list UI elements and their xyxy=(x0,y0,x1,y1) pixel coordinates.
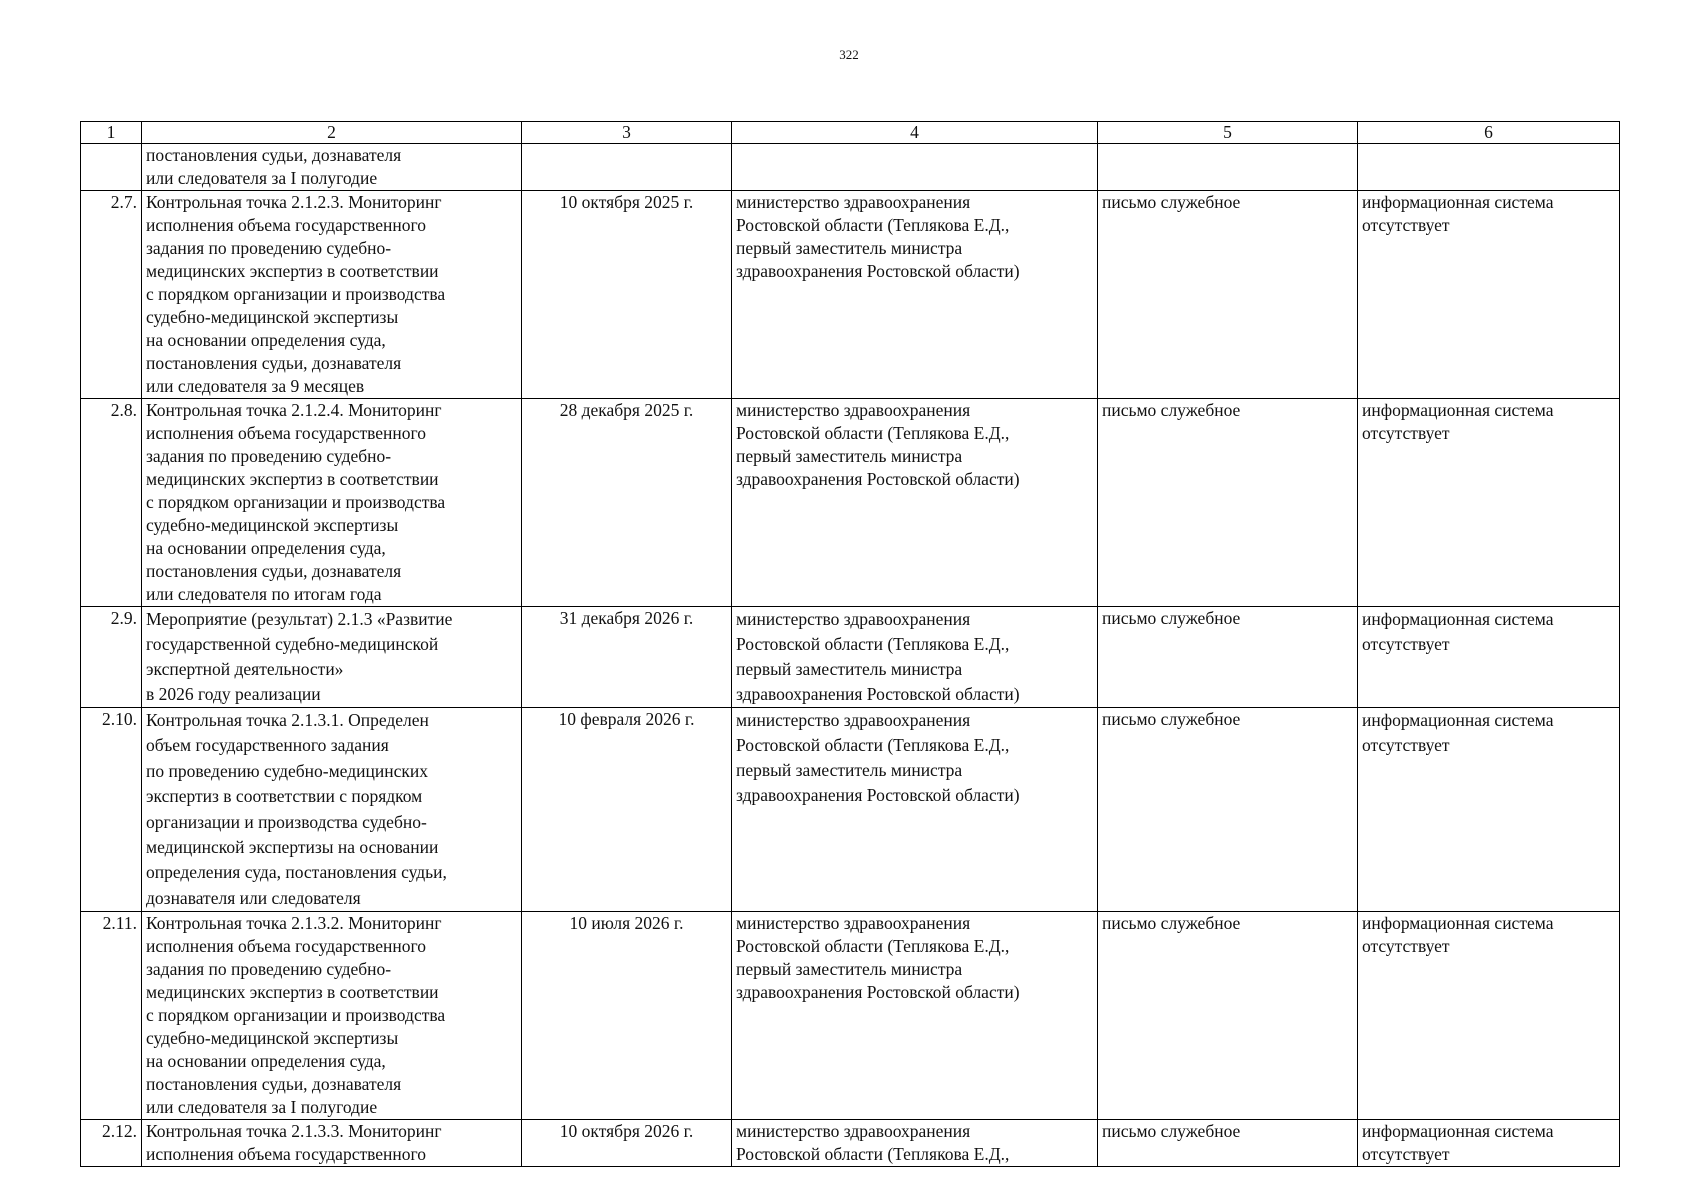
info-system-cell xyxy=(1358,144,1620,191)
document-type-cell: письмо служебное xyxy=(1098,1120,1358,1167)
event-name-cell: Контрольная точка 2.1.3.1. Определен объем государственного задания по проведению судебно-медицинских экспертиз в соответствии с порядком организации и производства судебно- медицинской экспертизы на основании определения суда, постановления судьи, дознавателя или следователя xyxy=(142,708,522,912)
document-type-cell: письмо служебное xyxy=(1098,191,1358,399)
column-header: 5 xyxy=(1098,122,1358,144)
table-row xyxy=(81,607,1620,708)
row-number-cell: 2.11. xyxy=(81,912,142,1120)
event-name-cell: Контрольная точка 2.1.3.2. Мониторинг исполнения объема государственного задания по проведению судебно- медицинских экспертиз в соответствии с порядком организации и производства судебно-медицинской экспертизы на основании определения суда, постановления судьи, дознавателя или следователя за I полугодие xyxy=(142,912,522,1120)
document-type-cell: письмо служебное xyxy=(1098,708,1358,912)
row-number-cell: 2.12. xyxy=(81,1120,142,1167)
deadline-cell: 31 декабря 2026 г. xyxy=(522,607,732,708)
table-row xyxy=(81,191,1620,399)
responsible-cell: министерство здравоохранения Ростовской области (Теплякова Е.Д., xyxy=(732,1120,1098,1167)
table-row xyxy=(81,708,1620,912)
table-row xyxy=(81,399,1620,607)
deadline-cell: 10 февраля 2026 г. xyxy=(522,708,732,912)
event-name-cell: Мероприятие (результат) 2.1.3 «Развитие государственной судебно-медицинской экспертной деятельности» в 2026 году реализации xyxy=(142,607,522,708)
info-system-cell: информационная система отсутствует xyxy=(1358,1120,1620,1167)
row-number-cell: 2.9. xyxy=(81,607,142,708)
table-row xyxy=(81,1120,1620,1167)
deadline-cell: 10 июля 2026 г. xyxy=(522,912,732,1120)
event-name-cell: постановления судьи, дознавателя или следователя за I полугодие xyxy=(142,144,522,191)
deadline-cell xyxy=(522,144,732,191)
table-row xyxy=(81,144,1620,191)
document-type-cell: письмо служебное xyxy=(1098,607,1358,708)
table-header-row xyxy=(81,122,1620,144)
deadline-cell: 10 октября 2025 г. xyxy=(522,191,732,399)
deadline-cell: 10 октября 2026 г. xyxy=(522,1120,732,1167)
info-system-cell: информационная система отсутствует xyxy=(1358,912,1620,1120)
document-type-cell xyxy=(1098,144,1358,191)
deadline-cell: 28 декабря 2025 г. xyxy=(522,399,732,607)
info-system-cell: информационная система отсутствует xyxy=(1358,607,1620,708)
document-type-cell: письмо служебное xyxy=(1098,912,1358,1120)
info-system-cell: информационная система отсутствует xyxy=(1358,708,1620,912)
column-header: 6 xyxy=(1358,122,1620,144)
info-system-cell: информационная система отсутствует xyxy=(1358,399,1620,607)
responsible-cell: министерство здравоохранения Ростовской области (Теплякова Е.Д., первый заместитель министра здравоохранения Ростовской области) xyxy=(732,912,1098,1120)
responsible-cell: министерство здравоохранения Ростовской области (Теплякова Е.Д., первый заместитель министра здравоохранения Ростовской области) xyxy=(732,399,1098,607)
column-header: 4 xyxy=(732,122,1098,144)
page-number: 322 xyxy=(839,47,859,62)
row-number-cell: 2.8. xyxy=(81,399,142,607)
table-row xyxy=(81,912,1620,1120)
row-number-cell: 2.10. xyxy=(81,708,142,912)
column-header: 3 xyxy=(522,122,732,144)
row-number-cell: 2.7. xyxy=(81,191,142,399)
column-header: 2 xyxy=(142,122,522,144)
responsible-cell: министерство здравоохранения Ростовской области (Теплякова Е.Д., первый заместитель министра здравоохранения Ростовской области) xyxy=(732,708,1098,912)
responsible-cell xyxy=(732,144,1098,191)
event-name-cell: Контрольная точка 2.1.3.3. Мониторинг исполнения объема государственного xyxy=(142,1120,522,1167)
event-name-cell: Контрольная точка 2.1.2.4. Мониторинг исполнения объема государственного задания по проведению судебно- медицинских экспертиз в соответствии с порядком организации и производства судебно-медицинской экспертизы на основании определения суда, постановления судьи, дознавателя или следователя по итогам года xyxy=(142,399,522,607)
event-name-cell: Контрольная точка 2.1.2.3. Мониторинг исполнения объема государственного задания по проведению судебно- медицинских экспертиз в соответствии с порядком организации и производства судебно-медицинской экспертизы на основании определения суда, постановления судьи, дознавателя или следователя за 9 месяцев xyxy=(142,191,522,399)
responsible-cell: министерство здравоохранения Ростовской области (Теплякова Е.Д., первый заместитель министра здравоохранения Ростовской области) xyxy=(732,191,1098,399)
plan-table xyxy=(80,121,1620,1167)
row-number-cell xyxy=(81,144,142,191)
info-system-cell: информационная система отсутствует xyxy=(1358,191,1620,399)
column-header: 1 xyxy=(81,122,142,144)
document-type-cell: письмо служебное xyxy=(1098,399,1358,607)
responsible-cell: министерство здравоохранения Ростовской области (Теплякова Е.Д., первый заместитель министра здравоохранения Ростовской области) xyxy=(732,607,1098,708)
